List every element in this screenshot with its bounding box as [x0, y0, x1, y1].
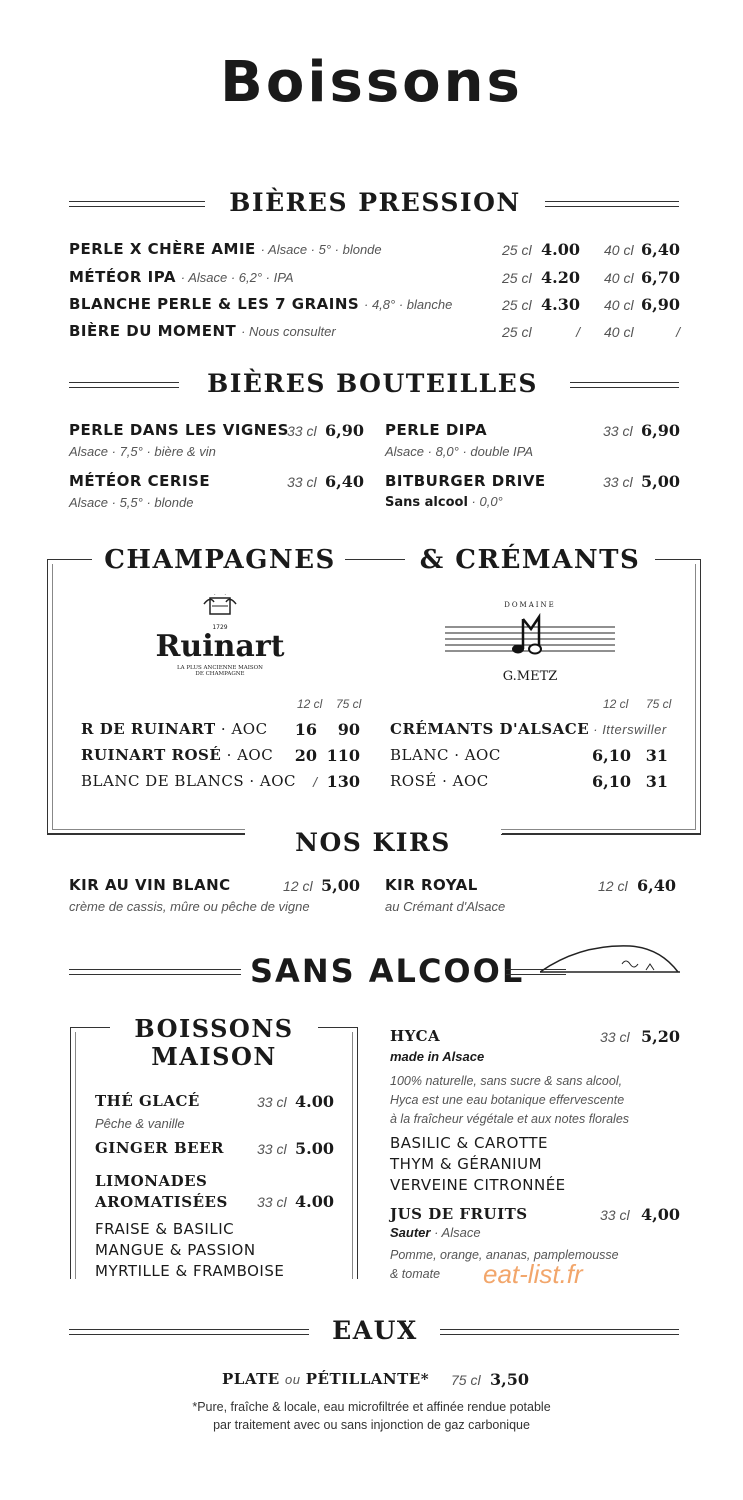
price: 31: [645, 746, 668, 765]
volume: 33 cl: [603, 423, 633, 439]
item-description: Pomme, orange, ananas, pamplemousse & tomate: [390, 1248, 619, 1281]
item-sub: Sauter · Alsace: [390, 1225, 481, 1240]
ruinart-logo: [150, 594, 290, 677]
eaux-note: *Pure, fraîche & locale, eau microfiltrée et affinée rendue potable par traitement avec ou sans injonction de gaz carbonique: [192, 1400, 551, 1432]
section-heading-kirs: NOS KIRS: [295, 828, 451, 857]
item-name: PERLE DANS LES VIGNES: [69, 421, 289, 439]
landscape-sketch-icon: [540, 940, 680, 976]
section-heading-sans-alcool: SANS ALCOOL: [250, 952, 525, 990]
ruinart-crest-icon: [200, 594, 240, 622]
logo-tagline: LA PLUS ANCIENNE MAISON: [176, 665, 263, 671]
volume-header: 75 cl: [336, 697, 362, 711]
price: 6,90: [641, 421, 680, 440]
item-sub: Alsace · 8,0° · double IPA: [385, 444, 534, 459]
divider-line: [69, 201, 205, 207]
section-heading-pression: BIÈRES PRESSION: [229, 188, 521, 217]
divider-line: [69, 969, 241, 975]
list-item: MYRTILLE & FRAMBOISE: [95, 1262, 285, 1280]
watermark: eat-list.fr: [483, 1259, 583, 1289]
price: 16: [294, 720, 317, 739]
price: 5,00: [321, 876, 360, 895]
list-item: BASILIC & CAROTTE: [390, 1134, 548, 1152]
volume: 33 cl: [287, 474, 317, 490]
price: /: [576, 324, 580, 340]
flavour-list: [95, 1219, 284, 1282]
item-sub: Alsace · 7,5° · bière & vin: [69, 444, 216, 459]
frame-top-right: [655, 559, 701, 560]
volume-header: 12 cl: [603, 697, 629, 711]
price: 5,00: [641, 472, 680, 491]
price: /: [676, 324, 680, 340]
volume: 40 cl: [604, 324, 634, 340]
price: 5,20: [641, 1027, 680, 1046]
price: 90: [337, 720, 360, 739]
price: 4,00: [641, 1205, 680, 1224]
volume: 33 cl: [257, 1094, 287, 1110]
divider-line: [69, 382, 179, 388]
frame-top-mid: [345, 559, 405, 560]
list-item: R DE RUINART · AOC: [81, 720, 268, 738]
price: 4.20: [541, 268, 580, 287]
item-sub: Pêche & vanille: [95, 1116, 185, 1131]
item-name: GINGER BEER: [95, 1139, 224, 1157]
divider-line: [502, 833, 701, 834]
price: 110: [326, 746, 360, 765]
logo-tagline: DE CHAMPAGNE: [195, 671, 245, 677]
volume: 40 cl: [604, 242, 634, 258]
volume: 33 cl: [600, 1029, 630, 1045]
volume: 33 cl: [257, 1141, 287, 1157]
divider-line: [47, 833, 245, 834]
frame-top-left: [47, 559, 92, 560]
item-name: BITBURGER DRIVE: [385, 472, 546, 490]
volume: 33 cl: [257, 1194, 287, 1210]
item-sub: Sans alcool · 0,0°: [385, 494, 503, 510]
list-item: BLANCHE PERLE & LES 7 GRAINS · 4,8° · blanche: [69, 295, 453, 313]
price: 6,40: [641, 240, 680, 259]
volume: 40 cl: [604, 270, 634, 286]
divider-line: [69, 1329, 309, 1335]
logo-year: 1729: [212, 624, 228, 631]
cremant-header: CRÉMANTS D'ALSACE · Itterswiller: [390, 720, 667, 738]
frame-top-right: [318, 1027, 358, 1028]
price: 6,40: [637, 876, 676, 895]
price: 6,90: [325, 421, 364, 440]
divider-line: [570, 382, 679, 388]
volume: 33 cl: [600, 1207, 630, 1223]
list-item: THYM & GÉRANIUM: [390, 1155, 543, 1173]
list-item: VERVEINE CITRONNÉE: [390, 1176, 566, 1194]
volume: 12 cl: [598, 878, 628, 894]
list-item: BIÈRE DU MOMENT · Nous consulter: [69, 322, 336, 340]
volume-header: 75 cl: [646, 697, 672, 711]
item-sub: au Crémant d'Alsace: [385, 899, 506, 914]
item-name: PERLE DIPA: [385, 421, 488, 439]
price: 5.00: [295, 1139, 334, 1158]
volume: 25 cl: [502, 270, 532, 286]
list-item: PERLE X CHÈRE AMIE · Alsace · 5° · blonde: [69, 240, 382, 258]
eaux-item: PLATE ou PÉTILLANTE*: [222, 1370, 430, 1388]
item-sub: Alsace · 5,5° · blonde: [69, 495, 194, 510]
item-sub: crème de cassis, mûre ou pêche de vigne: [69, 899, 310, 914]
item-description: 100% naturelle, sans sucre & sans alcool, Hyca est une eau botanique effervescente à la fraîcheur végétale et aux notes florales: [390, 1074, 630, 1126]
item-sub: made in Alsace: [390, 1049, 485, 1064]
volume: 75 cl: [451, 1372, 481, 1388]
item-name: JUS DE FRUITS: [390, 1205, 528, 1223]
list-item: BLANC DE BLANCS · AOC: [81, 772, 297, 790]
metz-logo: [445, 601, 615, 684]
divider-line: [440, 1329, 679, 1335]
volume: 12 cl: [283, 878, 313, 894]
flavour-list: [390, 1133, 566, 1196]
price: 4.00: [541, 240, 580, 259]
logo-domaine: DOMAINE: [504, 601, 556, 609]
list-item: BLANC · AOC: [390, 746, 501, 764]
list-item: MANGUE & PASSION: [95, 1241, 256, 1259]
maison-heading: BOISSONS MAISON: [134, 1014, 294, 1071]
price: 130: [326, 772, 360, 791]
section-heading-eaux: EAUX: [332, 1316, 418, 1345]
volume: 25 cl: [502, 297, 532, 313]
list-item: FRAISE & BASILIC: [95, 1220, 235, 1238]
price: 6,40: [325, 472, 364, 491]
item-name: KIR ROYAL: [385, 876, 478, 894]
item-name: THÉ GLACÉ: [95, 1092, 200, 1110]
logo-name: G.METZ: [502, 669, 558, 684]
price: 4.30: [541, 295, 580, 314]
frame-top-left: [70, 1027, 110, 1028]
logo-name: Ruinart: [155, 629, 285, 664]
price: /: [313, 774, 317, 790]
section-heading-bouteilles: BIÈRES BOUTEILLES: [207, 369, 538, 398]
item-name: LIMONADES: [95, 1172, 208, 1190]
price: 20: [294, 746, 317, 765]
volume: 33 cl: [603, 474, 633, 490]
list-item: RUINART ROSÉ · AOC: [81, 746, 274, 764]
item-name: HYCA: [390, 1027, 441, 1045]
volume: 33 cl: [287, 423, 317, 439]
price: 6,10: [592, 746, 631, 765]
divider-line: [545, 201, 679, 207]
section-heading-champagnes: CHAMPAGNES: [104, 545, 336, 575]
price: 6,90: [641, 295, 680, 314]
price: 31: [645, 772, 668, 791]
list-item: MÉTÉOR IPA · Alsace · 6,2° · IPA: [69, 268, 294, 286]
volume-header: 12 cl: [297, 697, 323, 711]
volume: 25 cl: [502, 324, 532, 340]
volume: 25 cl: [502, 242, 532, 258]
list-item: ROSÉ · AOC: [390, 772, 489, 790]
price: 4.00: [295, 1192, 334, 1211]
price: 6,70: [641, 268, 680, 287]
page-title: Boissons: [220, 50, 523, 115]
section-heading-cremants: & CRÉMANTS: [419, 545, 641, 575]
price: 3,50: [490, 1370, 529, 1389]
item-name: KIR AU VIN BLANC: [69, 876, 231, 894]
volume: 40 cl: [604, 297, 634, 313]
price: 4.00: [295, 1092, 334, 1111]
item-name: MÉTÉOR CERISE: [69, 472, 211, 490]
music-note-icon: [445, 609, 615, 661]
price: 6,10: [592, 772, 631, 791]
item-name: AROMATISÉES: [95, 1193, 228, 1211]
